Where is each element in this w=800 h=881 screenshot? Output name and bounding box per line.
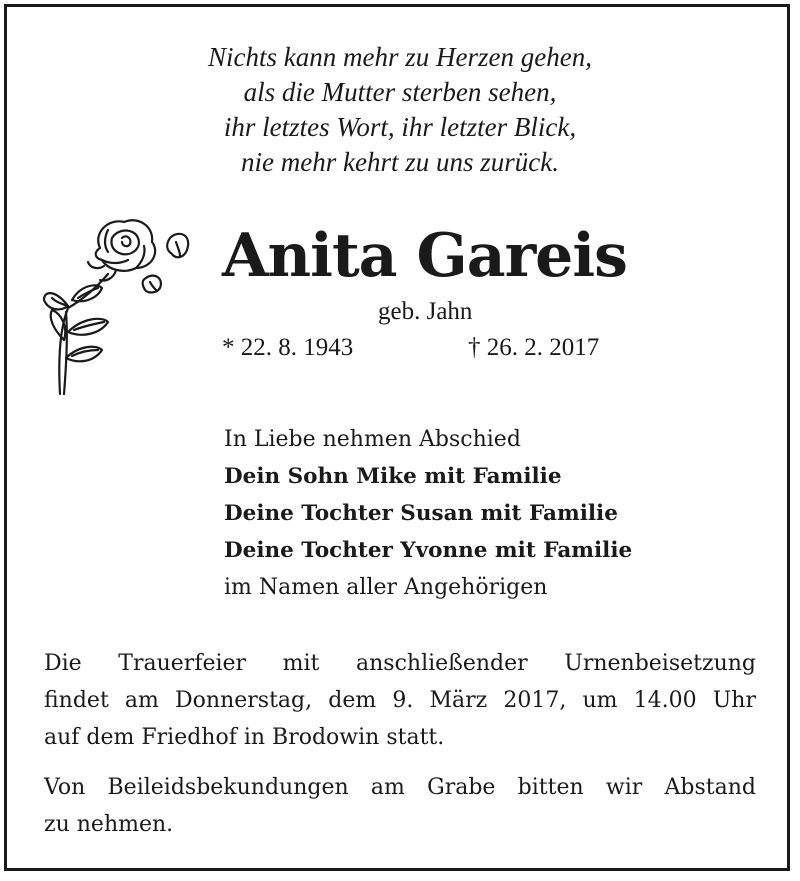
poem-line: ihr letztes Wort, ihr letzter Blick, — [223, 112, 577, 142]
birth-date: * 22. 8. 1943 — [222, 334, 354, 361]
maiden-name: geb. Jahn — [378, 298, 473, 325]
condolence-notice — [44, 769, 756, 843]
poem-line: Nichts kann mehr zu Herzen gehen, — [208, 42, 592, 72]
notice-line: auf dem Friedhof in Brodowin statt. — [44, 725, 445, 750]
deceased-name: Anita Gareis — [222, 221, 627, 291]
poem-line: nie mehr kehrt zu uns zurück. — [241, 147, 559, 177]
poem — [0, 40, 800, 180]
mourners-intro: In Liebe nehmen Abschied — [224, 427, 521, 452]
mourners-block — [224, 421, 632, 606]
mourner-family: Deine Tochter Yvonne mit Familie — [224, 538, 633, 563]
notice-line: zu nehmen. — [44, 812, 174, 837]
mourners-closing: im Namen aller Angehörigen — [224, 575, 548, 600]
mourner-family: Dein Sohn Mike mit Familie — [224, 464, 562, 489]
death-date: † 26. 2. 2017 — [468, 334, 600, 361]
notice-line: findet am Donnerstag, dem 9. März 2017, um 14.00 Uhr — [44, 688, 756, 713]
mourner-family: Deine Tochter Susan mit Familie — [224, 501, 618, 526]
rose-icon — [38, 208, 198, 398]
poem-line: als die Mutter sterben sehen, — [243, 77, 557, 107]
notice-line: Die Trauerfeier mit anschließender Urnenbeisetzung — [44, 651, 756, 676]
ceremony-notice — [44, 645, 756, 756]
notice-line: Von Beileidsbekundungen am Grabe bitten wir Abstand — [44, 775, 756, 800]
